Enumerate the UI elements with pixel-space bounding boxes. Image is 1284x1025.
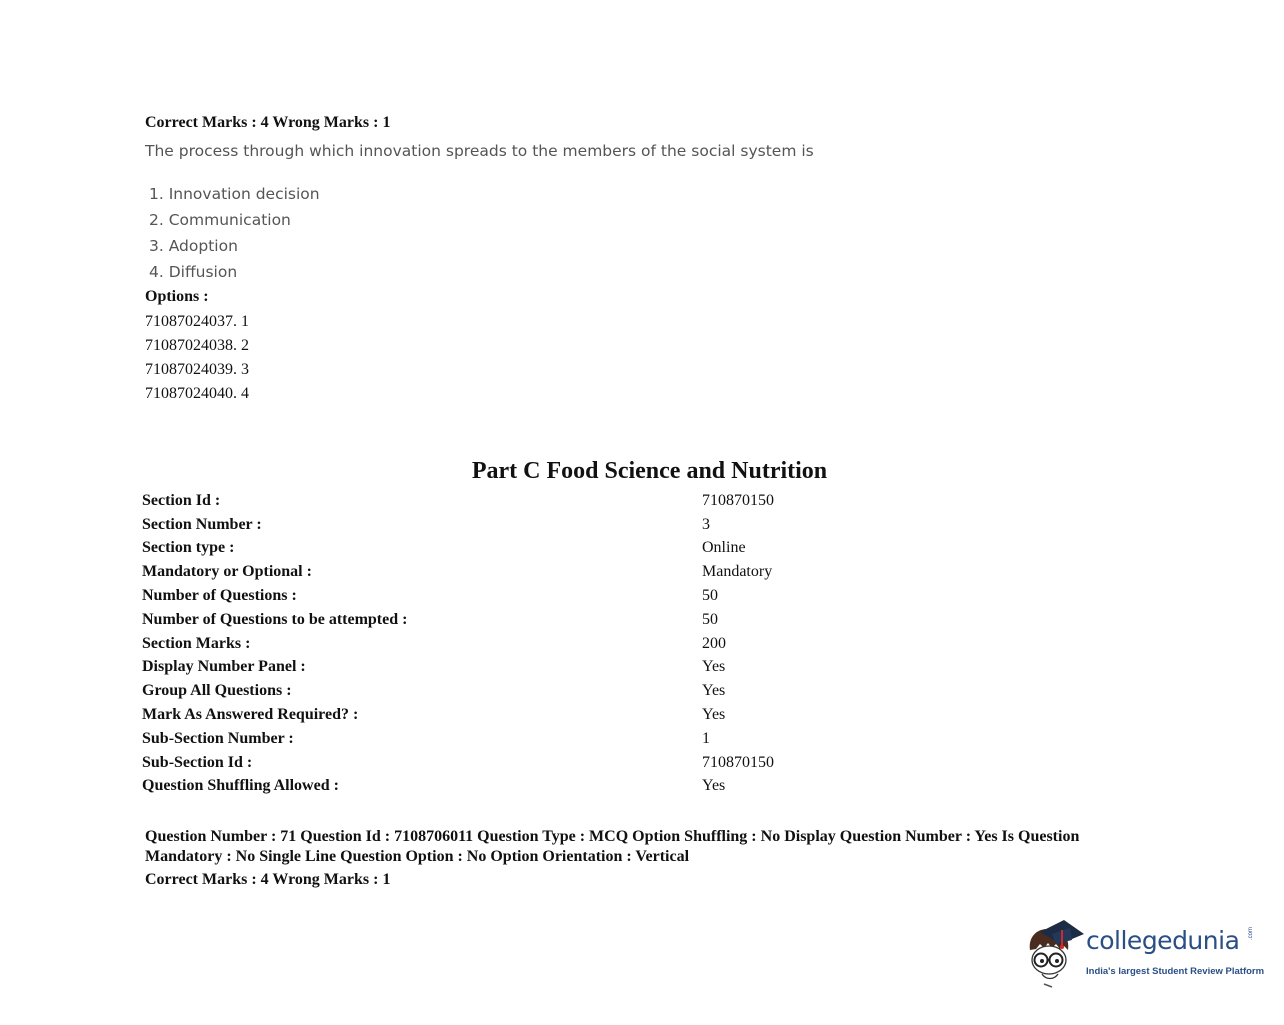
section-info-row xyxy=(142,727,902,751)
q70-choice-1: 1. Innovation decision xyxy=(149,185,320,203)
logo-domain-suffix: .com xyxy=(1248,926,1254,940)
q70-option-id-4: 71087024040. 4 xyxy=(145,385,249,402)
section-info-row xyxy=(142,751,902,775)
section-info-row xyxy=(142,656,902,680)
section-info-value: Yes xyxy=(702,658,726,676)
q70-option-id-3: 71087024039. 3 xyxy=(145,361,249,378)
section-info-row xyxy=(142,608,902,632)
section-info-row xyxy=(142,632,902,656)
section-info-label: Section type : xyxy=(142,539,235,557)
section-info-value: 3 xyxy=(702,515,710,533)
section-info-label: Section Id : xyxy=(142,491,221,509)
section-info-value: 710870150 xyxy=(702,753,774,771)
mascot-icon xyxy=(1022,916,1086,990)
logo-tagline: India's largest Student Review Platform xyxy=(1086,966,1265,977)
section-info-value: Yes xyxy=(702,777,726,795)
q70-question-text: The process through which innovation spreads to the members of the social system is xyxy=(145,142,814,160)
section-info-value: 50 xyxy=(702,610,718,628)
collegedunia-logo xyxy=(1022,916,1265,990)
q70-marks-line: Correct Marks : 4 Wrong Marks : 1 xyxy=(145,114,391,131)
section-info-row xyxy=(142,584,902,608)
section-info-value: Yes xyxy=(702,682,726,700)
section-info-label: Mandatory or Optional : xyxy=(142,563,312,581)
section-info-row xyxy=(142,489,902,513)
section-title: Part C Food Science and Nutrition xyxy=(471,458,828,484)
q71-meta-line: Question Number : 71 Question Id : 7108706011 Question Type : MCQ Option Shuffling : No Display Question Number : Yes Is Question Mandatory : No Single Line Question Option : No Option Orientation : Vertical xyxy=(145,828,1080,865)
section-info-row xyxy=(142,679,902,703)
q70-option-id-2: 71087024038. 2 xyxy=(145,337,249,354)
section-info-value: 1 xyxy=(702,729,710,747)
q70-choice-4: 4. Diffusion xyxy=(149,263,238,281)
section-info-value: Mandatory xyxy=(702,563,773,581)
q70-choice-3: 3. Adoption xyxy=(149,237,238,255)
section-info-label: Section Marks : xyxy=(142,634,251,652)
section-info-value: 710870150 xyxy=(702,491,774,509)
q70-option-id-list xyxy=(145,310,249,406)
q70-choice-list xyxy=(149,183,320,287)
q70-options-label: Options : xyxy=(145,288,209,305)
section-info-row xyxy=(142,703,902,727)
section-info-value: 200 xyxy=(702,634,726,652)
q71-marks-line: Correct Marks : 4 Wrong Marks : 1 xyxy=(145,871,391,888)
section-info-label: Display Number Panel : xyxy=(142,658,306,676)
section-info-row xyxy=(142,513,902,537)
section-info-value: Yes xyxy=(702,706,726,724)
section-info-value: 50 xyxy=(702,587,718,605)
section-info-value: Online xyxy=(702,539,746,557)
section-info-label: Section Number : xyxy=(142,515,262,533)
section-info-label: Sub-Section Number : xyxy=(142,729,294,747)
section-info-row xyxy=(142,560,902,584)
section-info-label: Group All Questions : xyxy=(142,682,292,700)
section-info-label: Sub-Section Id : xyxy=(142,753,253,771)
q70-option-id-1: 71087024037. 1 xyxy=(145,313,249,330)
section-info-row xyxy=(142,537,902,561)
q70-choice-2: 2. Communication xyxy=(149,211,291,229)
section-info-label: Question Shuffling Allowed : xyxy=(142,777,339,795)
section-info-label: Number of Questions : xyxy=(142,587,297,605)
section-info-label: Number of Questions to be attempted : xyxy=(142,610,408,628)
section-info-row xyxy=(142,775,902,799)
section-info-table xyxy=(142,489,902,798)
logo-wordmark: collegedunia xyxy=(1086,926,1240,955)
section-info-label: Mark As Answered Required? : xyxy=(142,706,359,724)
